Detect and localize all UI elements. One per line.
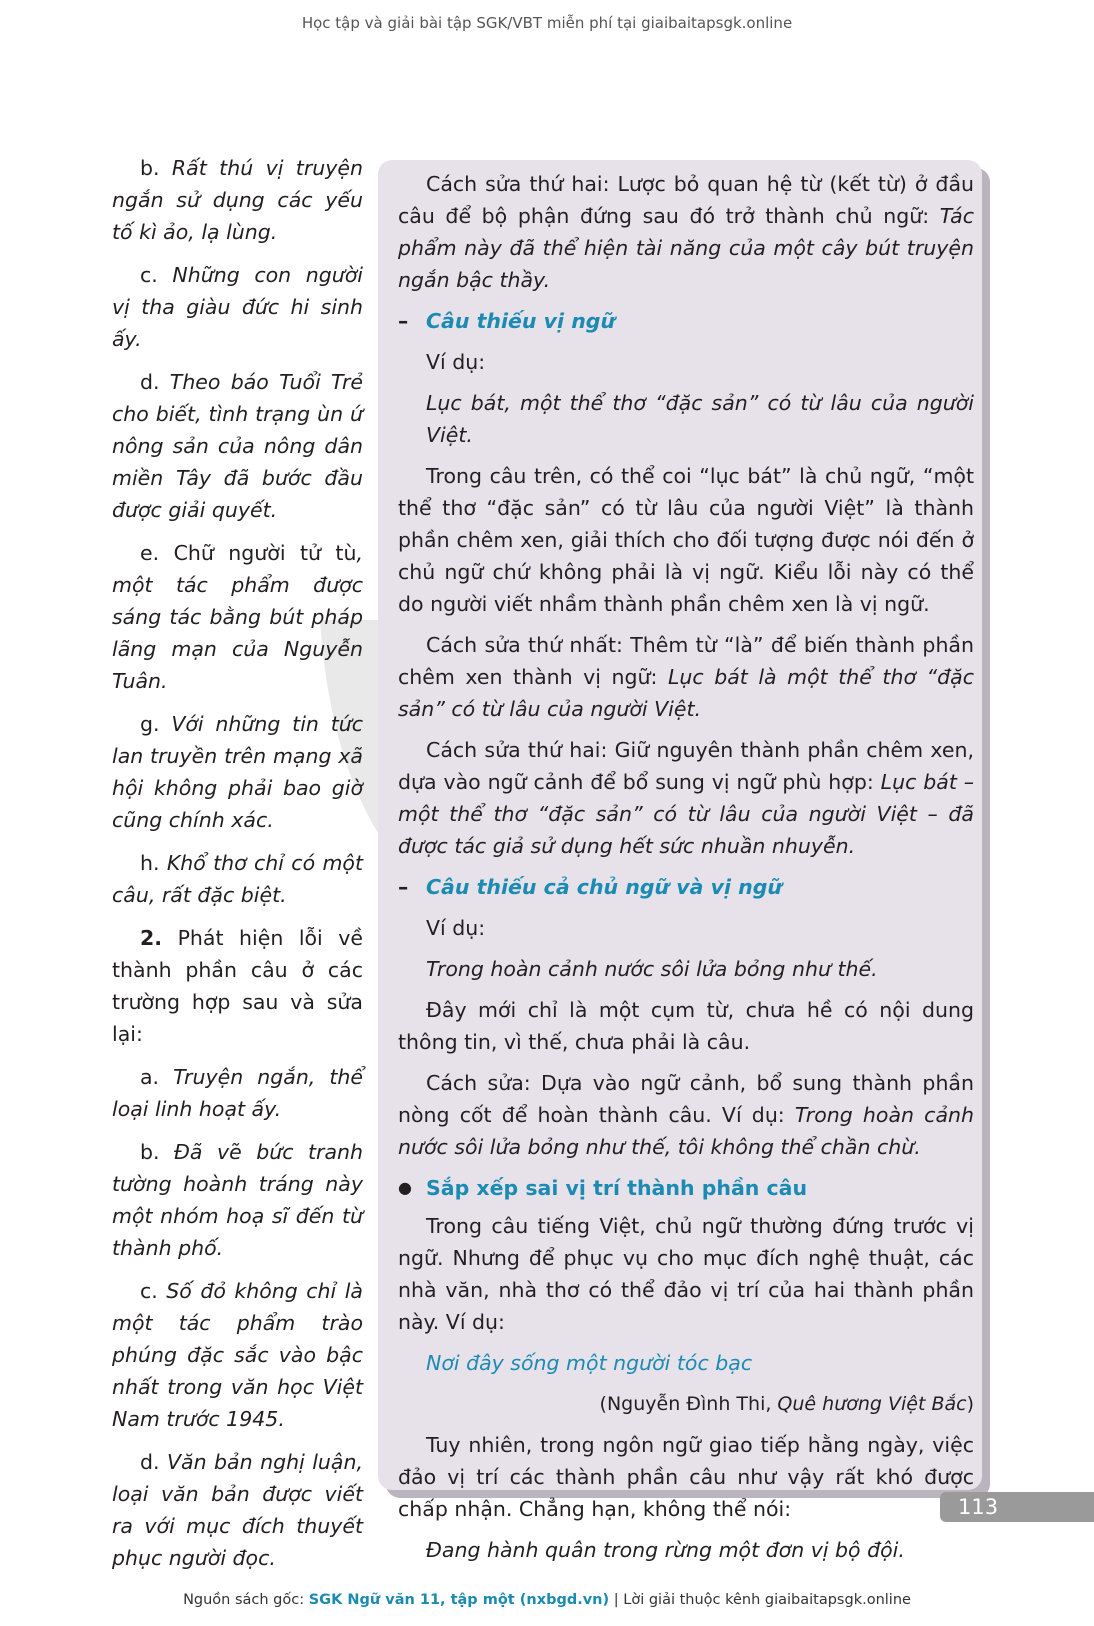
example-text: Trong hoàn cảnh nước sôi lửa bỏng như thế. xyxy=(426,957,878,981)
example-text: Lục bát, một thể thơ “đặc sản” có từ lâu của người Việt. xyxy=(426,391,974,447)
source-link[interactable]: SGK Ngữ văn 11, tập một (nxbgd.vn) xyxy=(308,1592,610,1608)
heading-missing-predicate: – Câu thiếu vị ngữ xyxy=(398,309,616,333)
exercise-1c: c. Những con người vị tha giàu đức hi sinh ấy. xyxy=(112,263,363,351)
paragraph: Trong câu tiếng Việt, chủ ngữ thường đứng trước vị ngữ. Nhưng để phục vụ cho mục đích nghệ thuật, các nhà văn, nhà thơ có thể đảo vị trí của hai thành phần này. Ví dụ: xyxy=(398,1214,974,1334)
poem-line: Nơi đây sống một người tóc bạc xyxy=(426,1351,753,1375)
exercise-1d: d. Theo báo Tuổi Trẻ cho biết, tình trạng ùn ứ nông sản của nông dân miền Tây đã bước đầu được giải quyết. xyxy=(112,370,364,522)
example-text: Đang hành quân trong rừng một đơn vị bộ đội. xyxy=(426,1538,905,1562)
page-number: 113 xyxy=(940,1492,1094,1522)
exercise-2b: b. Đã vẽ bức tranh tường hoành tráng này một nhóm hoạ sĩ đến từ thành phố. xyxy=(112,1140,364,1260)
paragraph: Cách sửa thứ hai: Giữ nguyên thành phần chêm xen, dựa vào ngữ cảnh để bổ sung vị ngữ phù hợp: Lục bát – một thể thơ “đặc sản” có từ lâu của người Việt – đã được tác giả sử dụng hết sức nhuần nhuyễn. xyxy=(398,738,975,858)
paragraph: Tuy nhiên, trong ngôn ngữ giao tiếp hằng ngày, việc đảo vị trí các thành phần câu như vậy rất khó được chấp nhận. Chẳng hạn, không thể nói: xyxy=(398,1433,974,1521)
exercise-1e: e. Chữ người tử tù, một tác phẩm được sáng tác bằng bút pháp lãng mạn của Nguyễn Tuân. xyxy=(112,541,363,693)
exercise-2-prompt: 2. Phát hiện lỗi về thành phần câu ở các trường hợp sau và sửa lại: xyxy=(112,926,363,1046)
paragraph: Cách sửa thứ nhất: Thêm từ “là” để biến thành phần chêm xen thành vị ngữ: Lục bát là một thể thơ “đặc sản” có từ lâu của người Việt. xyxy=(398,633,974,721)
exercise-1h: h. Khổ thơ chỉ có một câu, rất đặc biệt. xyxy=(112,851,363,907)
example-label: Ví dụ: xyxy=(426,350,486,374)
exercise-column xyxy=(112,152,363,1585)
example-label: Ví dụ: xyxy=(426,916,486,940)
heading-wrong-order: ● Sắp xếp sai vị trí thành phần câu xyxy=(398,1176,808,1200)
knowledge-panel-content xyxy=(398,168,974,1575)
top-banner: Học tập và giải bài tập SGK/VBT miễn phí tại giaibaitapsgk.online xyxy=(301,14,793,32)
paragraph: Đây mới chỉ là một cụm từ, chưa hề có nội dung thông tin, vì thế, chưa phải là câu. xyxy=(398,998,974,1054)
exercise-2c: c. Số đỏ không chỉ là một tác phẩm trào phúng đặc sắc vào bậc nhất trong văn học Việt Nam trước 1945. xyxy=(112,1279,363,1431)
paragraph: Cách sửa: Dựa vào ngữ cảnh, bổ sung thành phần nòng cốt để hoàn thành câu. Ví dụ: Trong hoàn cảnh nước sôi lửa bỏng như thế, tôi không thể chần chừ. xyxy=(398,1071,974,1159)
poem-citation: (Nguyễn Đình Thi, Quê hương Việt Bắc) xyxy=(599,1393,974,1415)
exercise-1b: b. Rất thú vị truyện ngắn sử dụng các yếu tố kì ảo, lạ lùng. xyxy=(112,156,363,244)
paragraph: Trong câu trên, có thể coi “lục bát” là chủ ngữ, “một thể thơ “đặc sản” có từ lâu của người Việt” là thành phần chêm xen, giải thích cho đối tượng được nói đến ở chủ ngữ chứ không phải là vị ngữ. Kiểu lỗi này có thể do người viết nhầm thành phần chêm xen là vị ngữ. xyxy=(398,464,974,616)
exercise-2a: a. Truyện ngắn, thể loại linh hoạt ấy. xyxy=(112,1065,363,1121)
footer: Nguồn sách gốc: SGK Ngữ văn 11, tập một (nxbgd.vn) | Lời giải thuộc kênh giaibaitapsgk.online xyxy=(183,1592,911,1608)
exercise-2d: d. Văn bản nghị luận, loại văn bản được viết ra với mục đích thuyết phục người đọc. xyxy=(112,1450,363,1570)
paragraph: Cách sửa thứ hai: Lược bỏ quan hệ từ (kết từ) ở đầu câu để bộ phận đứng sau đó trở thành chủ ngữ: Tác phẩm này đã thể hiện tài năng của một cây bút truyện ngắn bậc thầy. xyxy=(398,172,974,292)
exercise-1g: g. Với những tin tức lan truyền trên mạng xã hội không phải bao giờ cũng chính xác. xyxy=(112,712,363,832)
heading-missing-both: – Câu thiếu cả chủ ngữ và vị ngữ xyxy=(398,875,782,899)
